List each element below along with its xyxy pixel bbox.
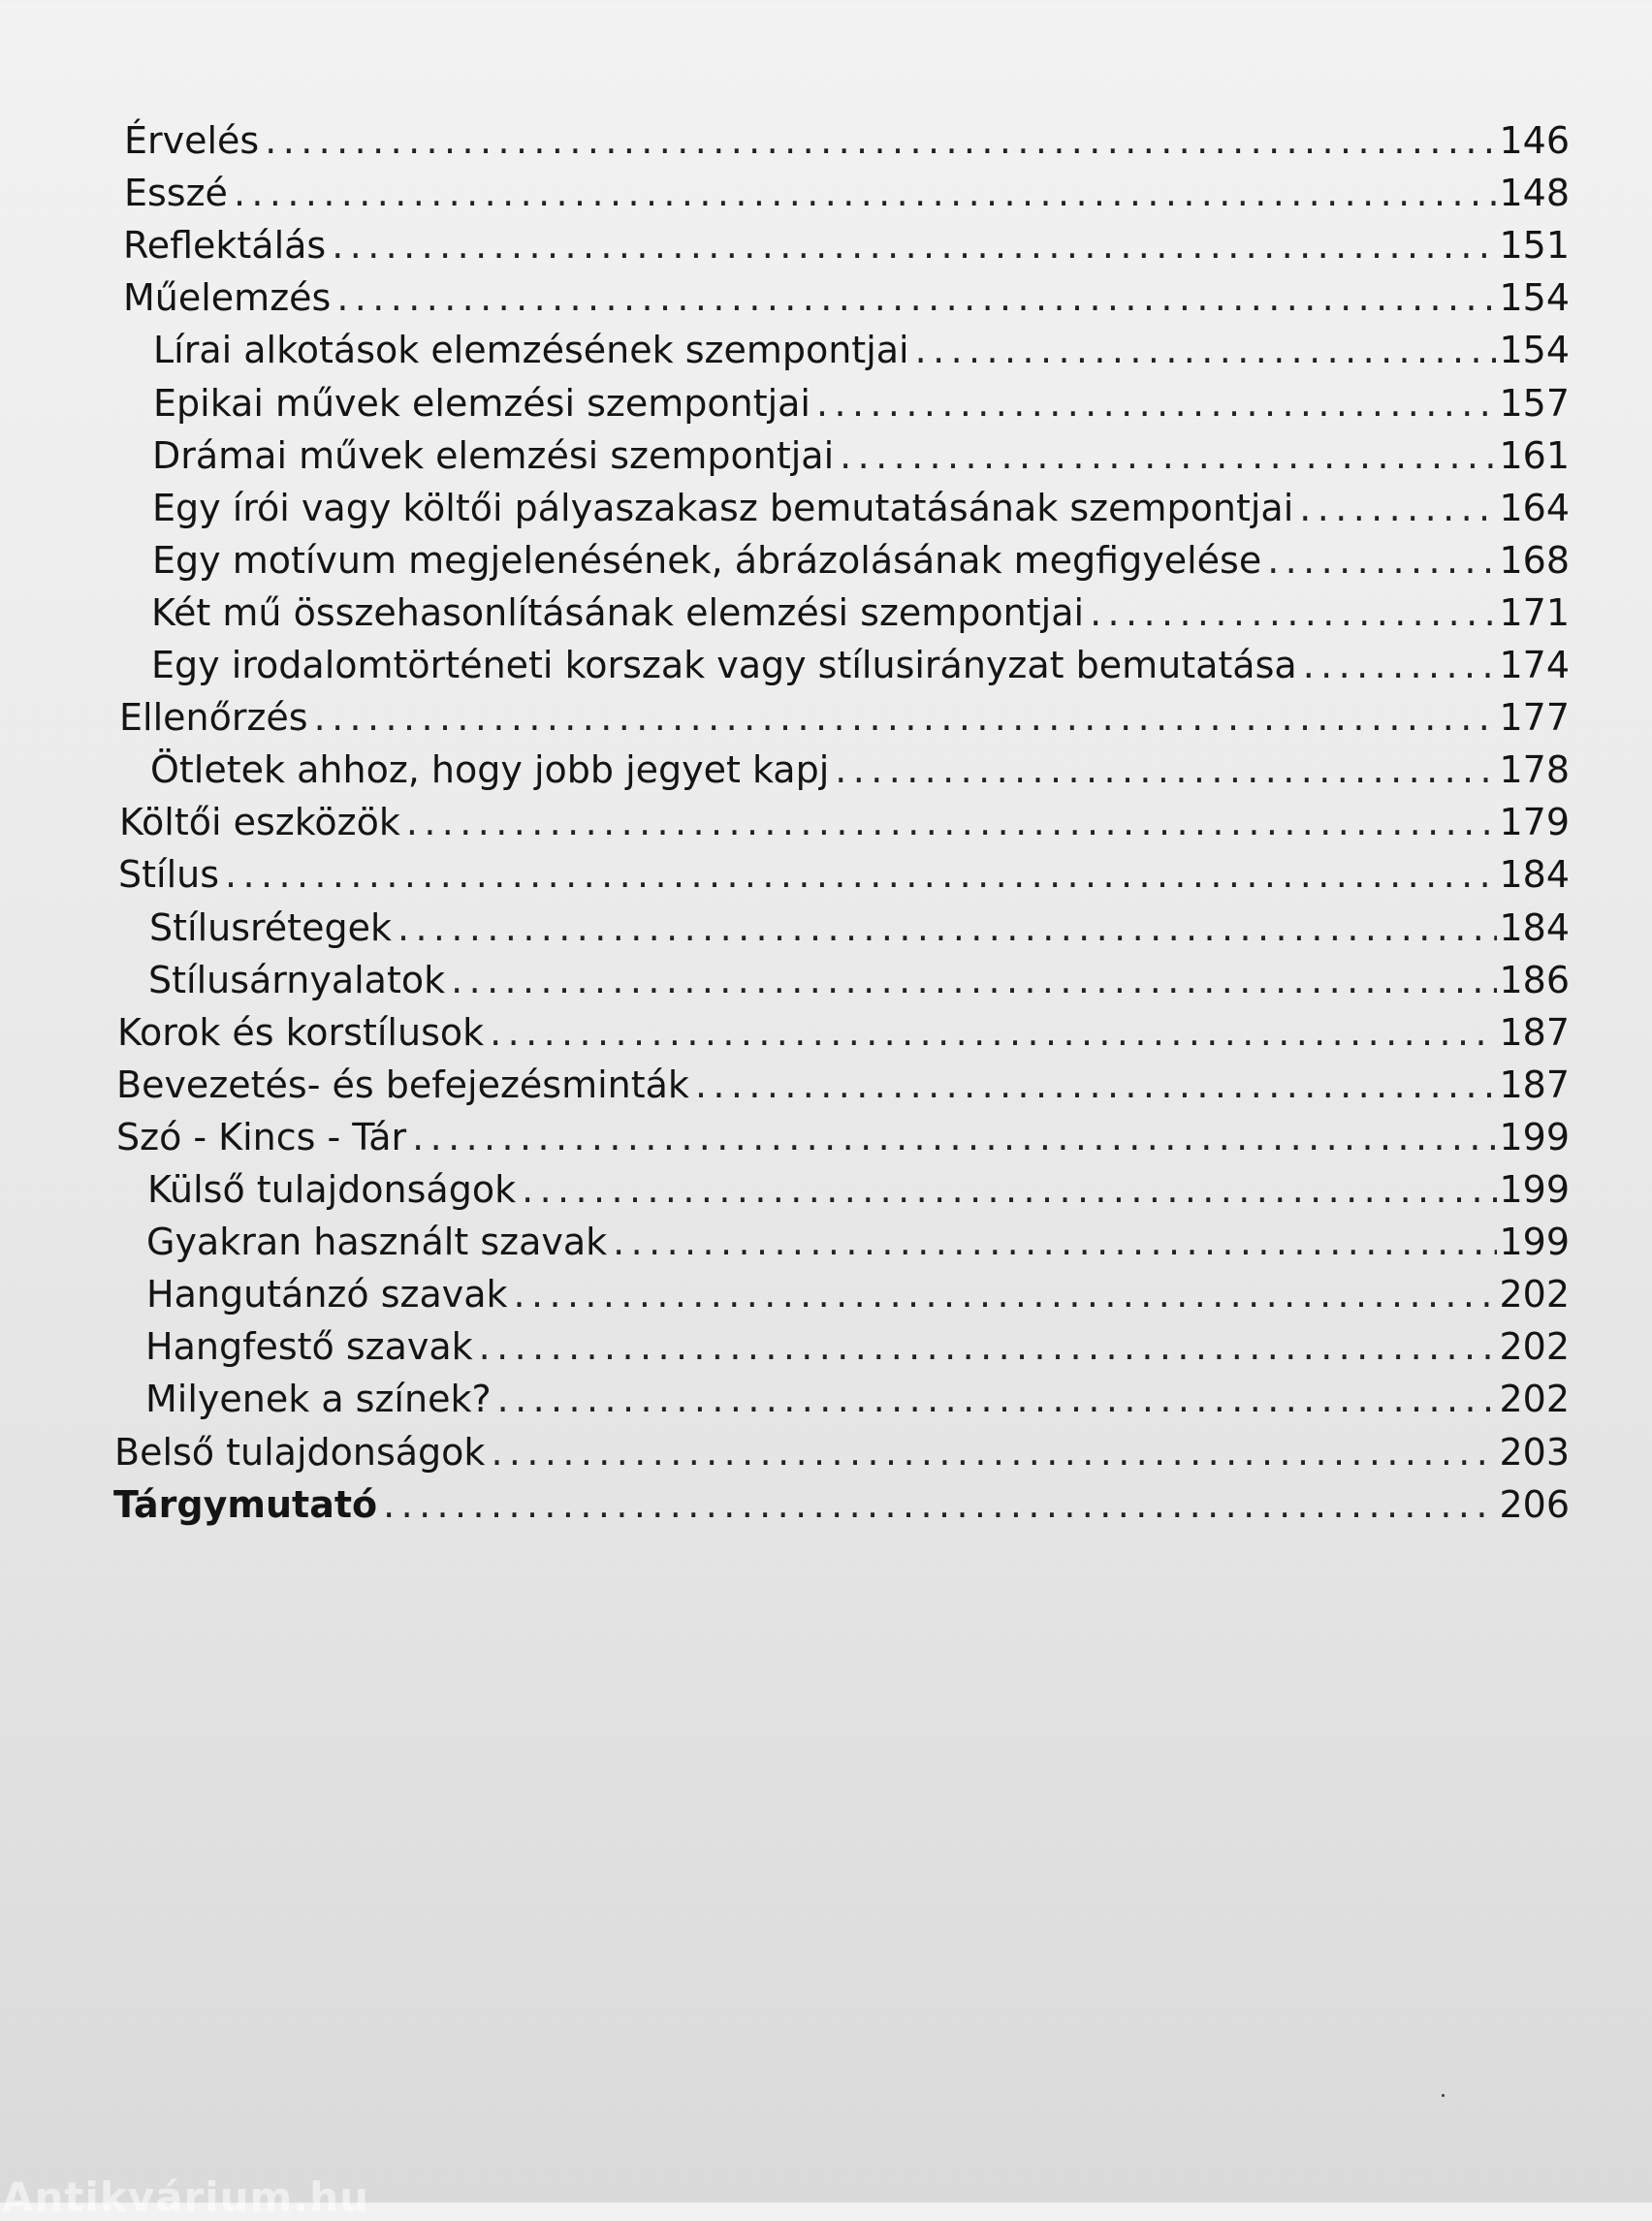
toc-entry (123, 219, 1570, 271)
toc-subentry (152, 429, 1570, 482)
dot-leader (1261, 534, 1497, 587)
toc-page-number: 187 (1499, 1063, 1570, 1106)
toc-subentry (148, 954, 1570, 1006)
toc-subentry (152, 482, 1570, 534)
dot-leader (834, 429, 1497, 482)
toc-entry (118, 848, 1570, 901)
dot-leader (516, 1163, 1497, 1216)
toc-entry-title: Stílusrétegek (149, 905, 392, 949)
toc-page-number: 184 (1499, 905, 1570, 949)
toc-subentry (153, 377, 1570, 429)
toc-entry-title: Ötletek ahhoz, hogy jobb jegyet kapj (150, 748, 830, 792)
paper-speck (1442, 2094, 1445, 2097)
dot-leader (228, 167, 1498, 219)
toc-entry-title: Stílusárnyalatok (148, 958, 446, 1001)
toc-subentry (146, 1216, 1570, 1268)
toc-entry-title: Szó - Kincs - Tár (116, 1115, 407, 1158)
toc-page-number: 146 (1499, 119, 1570, 162)
dot-leader (400, 796, 1498, 848)
dot-leader (473, 1320, 1498, 1373)
toc-page-number: 187 (1499, 1010, 1570, 1054)
dot-leader (219, 848, 1497, 901)
toc-entry (116, 1111, 1570, 1163)
toc-subentry (147, 1163, 1570, 1216)
toc-entry-title: Drámai művek elemzési szempontjai (152, 433, 835, 477)
toc-page-number: 199 (1499, 1168, 1570, 1211)
toc-entry-title: Reflektálás (123, 224, 327, 268)
toc-subentry (146, 1268, 1570, 1320)
toc-page-number: 179 (1499, 801, 1570, 844)
toc-page-number: 168 (1499, 538, 1570, 582)
toc-entry-title: Stílus (118, 853, 220, 897)
toc-entry-title: Ellenőrzés (119, 696, 308, 740)
toc-page-number: 199 (1499, 1221, 1570, 1264)
toc-page-number: 184 (1499, 853, 1570, 897)
toc-entry (119, 796, 1570, 848)
toc-entry-title: Epikai művek elemzési szempontjai (153, 381, 810, 425)
toc-page-number: 177 (1499, 696, 1570, 740)
dot-leader (259, 114, 1497, 167)
dot-leader (508, 1268, 1498, 1320)
toc-entry-title: Bevezetés- és befejezésminták (116, 1063, 689, 1106)
toc-subentry (151, 587, 1570, 639)
toc-subentry (145, 1320, 1570, 1373)
toc-subentry (145, 1373, 1570, 1425)
toc-entry-title: Két mű összehasonlításának elemzési szempontjai (151, 590, 1085, 634)
dot-leader (1293, 482, 1497, 534)
toc-subentry (153, 324, 1570, 376)
toc-page-number: 157 (1499, 381, 1570, 425)
dot-leader (392, 902, 1498, 954)
toc-page-number: 171 (1499, 590, 1570, 634)
toc-entry (114, 1426, 1570, 1478)
dot-leader (829, 744, 1497, 796)
toc-subentry (151, 639, 1570, 691)
toc-page-number: 202 (1499, 1325, 1570, 1369)
toc-subentry (149, 902, 1570, 954)
toc-subentry (150, 744, 1570, 796)
dot-leader (484, 1006, 1497, 1059)
toc-entry-title: Műelemzés (123, 276, 332, 320)
toc-entry-title: Egy írói vagy költői pályaszakasz bemutatásának szempontjai (152, 486, 1294, 529)
toc-entry-title: Tárgymutató (113, 1482, 378, 1526)
dot-leader (1084, 587, 1497, 639)
toc-entry-title: Lírai alkotások elemzésének szempontjai (153, 329, 909, 372)
toc-page-number: 178 (1499, 748, 1570, 792)
dot-leader (331, 271, 1497, 324)
toc-page-number: 154 (1499, 276, 1570, 320)
toc-entry (117, 1006, 1570, 1059)
toc-entry-title: Korok és korstílusok (117, 1010, 485, 1054)
toc-entry (124, 114, 1570, 167)
toc-entry (119, 691, 1570, 744)
toc-entry-title: Külső tulajdonságok (147, 1168, 517, 1211)
dot-leader (326, 219, 1497, 271)
dot-leader (607, 1216, 1497, 1268)
toc-page-number: 174 (1499, 644, 1570, 686)
toc-entry-title: Egy irodalomtörténeti korszak vagy stílusirányzat bemutatása (151, 644, 1297, 686)
toc-entry (116, 1059, 1570, 1111)
toc-entry (123, 271, 1570, 324)
toc-entry-title: Érvelés (124, 119, 260, 162)
toc-page-number: 164 (1499, 486, 1570, 529)
toc-entry-title: Belső tulajdonságok (114, 1430, 486, 1474)
dot-leader (492, 1373, 1498, 1425)
toc-entry (124, 167, 1570, 219)
dot-leader (308, 691, 1498, 744)
toc-page-number: 199 (1499, 1115, 1570, 1158)
dot-leader (377, 1478, 1497, 1531)
dot-leader (810, 377, 1497, 429)
toc-entry (113, 1478, 1570, 1531)
toc-page-number: 186 (1499, 958, 1570, 1001)
toc-page-number: 148 (1499, 172, 1570, 215)
dot-leader (689, 1059, 1498, 1111)
toc-page-number: 151 (1499, 224, 1570, 268)
watermark-text: Antikvárium.hu (2, 2173, 370, 2221)
toc-entry-title: Hangfestő szavak (145, 1325, 473, 1369)
dot-leader (1297, 639, 1498, 691)
toc-entry-title: Költői eszközök (119, 801, 400, 844)
dot-leader (406, 1111, 1497, 1163)
toc-entry-title: Milyenek a színek? (145, 1378, 492, 1421)
toc-page-number: 203 (1499, 1430, 1570, 1474)
dot-leader (445, 954, 1497, 1006)
toc-page-number: 202 (1499, 1378, 1570, 1421)
toc-page-number: 206 (1499, 1482, 1570, 1526)
toc-page-number: 161 (1499, 433, 1570, 477)
toc-entry-title: Gyakran használt szavak (146, 1221, 608, 1264)
dot-leader (485, 1426, 1497, 1478)
toc-entry-title: Egy motívum megjelenésének, ábrázolásának megfigyelése (152, 538, 1262, 582)
toc-subentry (152, 534, 1570, 587)
toc-page-number: 202 (1499, 1273, 1570, 1317)
toc-entry-title: Esszé (124, 172, 228, 215)
toc-page-number: 154 (1499, 329, 1570, 372)
dot-leader (909, 324, 1498, 376)
toc-entry-title: Hangutánzó szavak (146, 1273, 508, 1317)
